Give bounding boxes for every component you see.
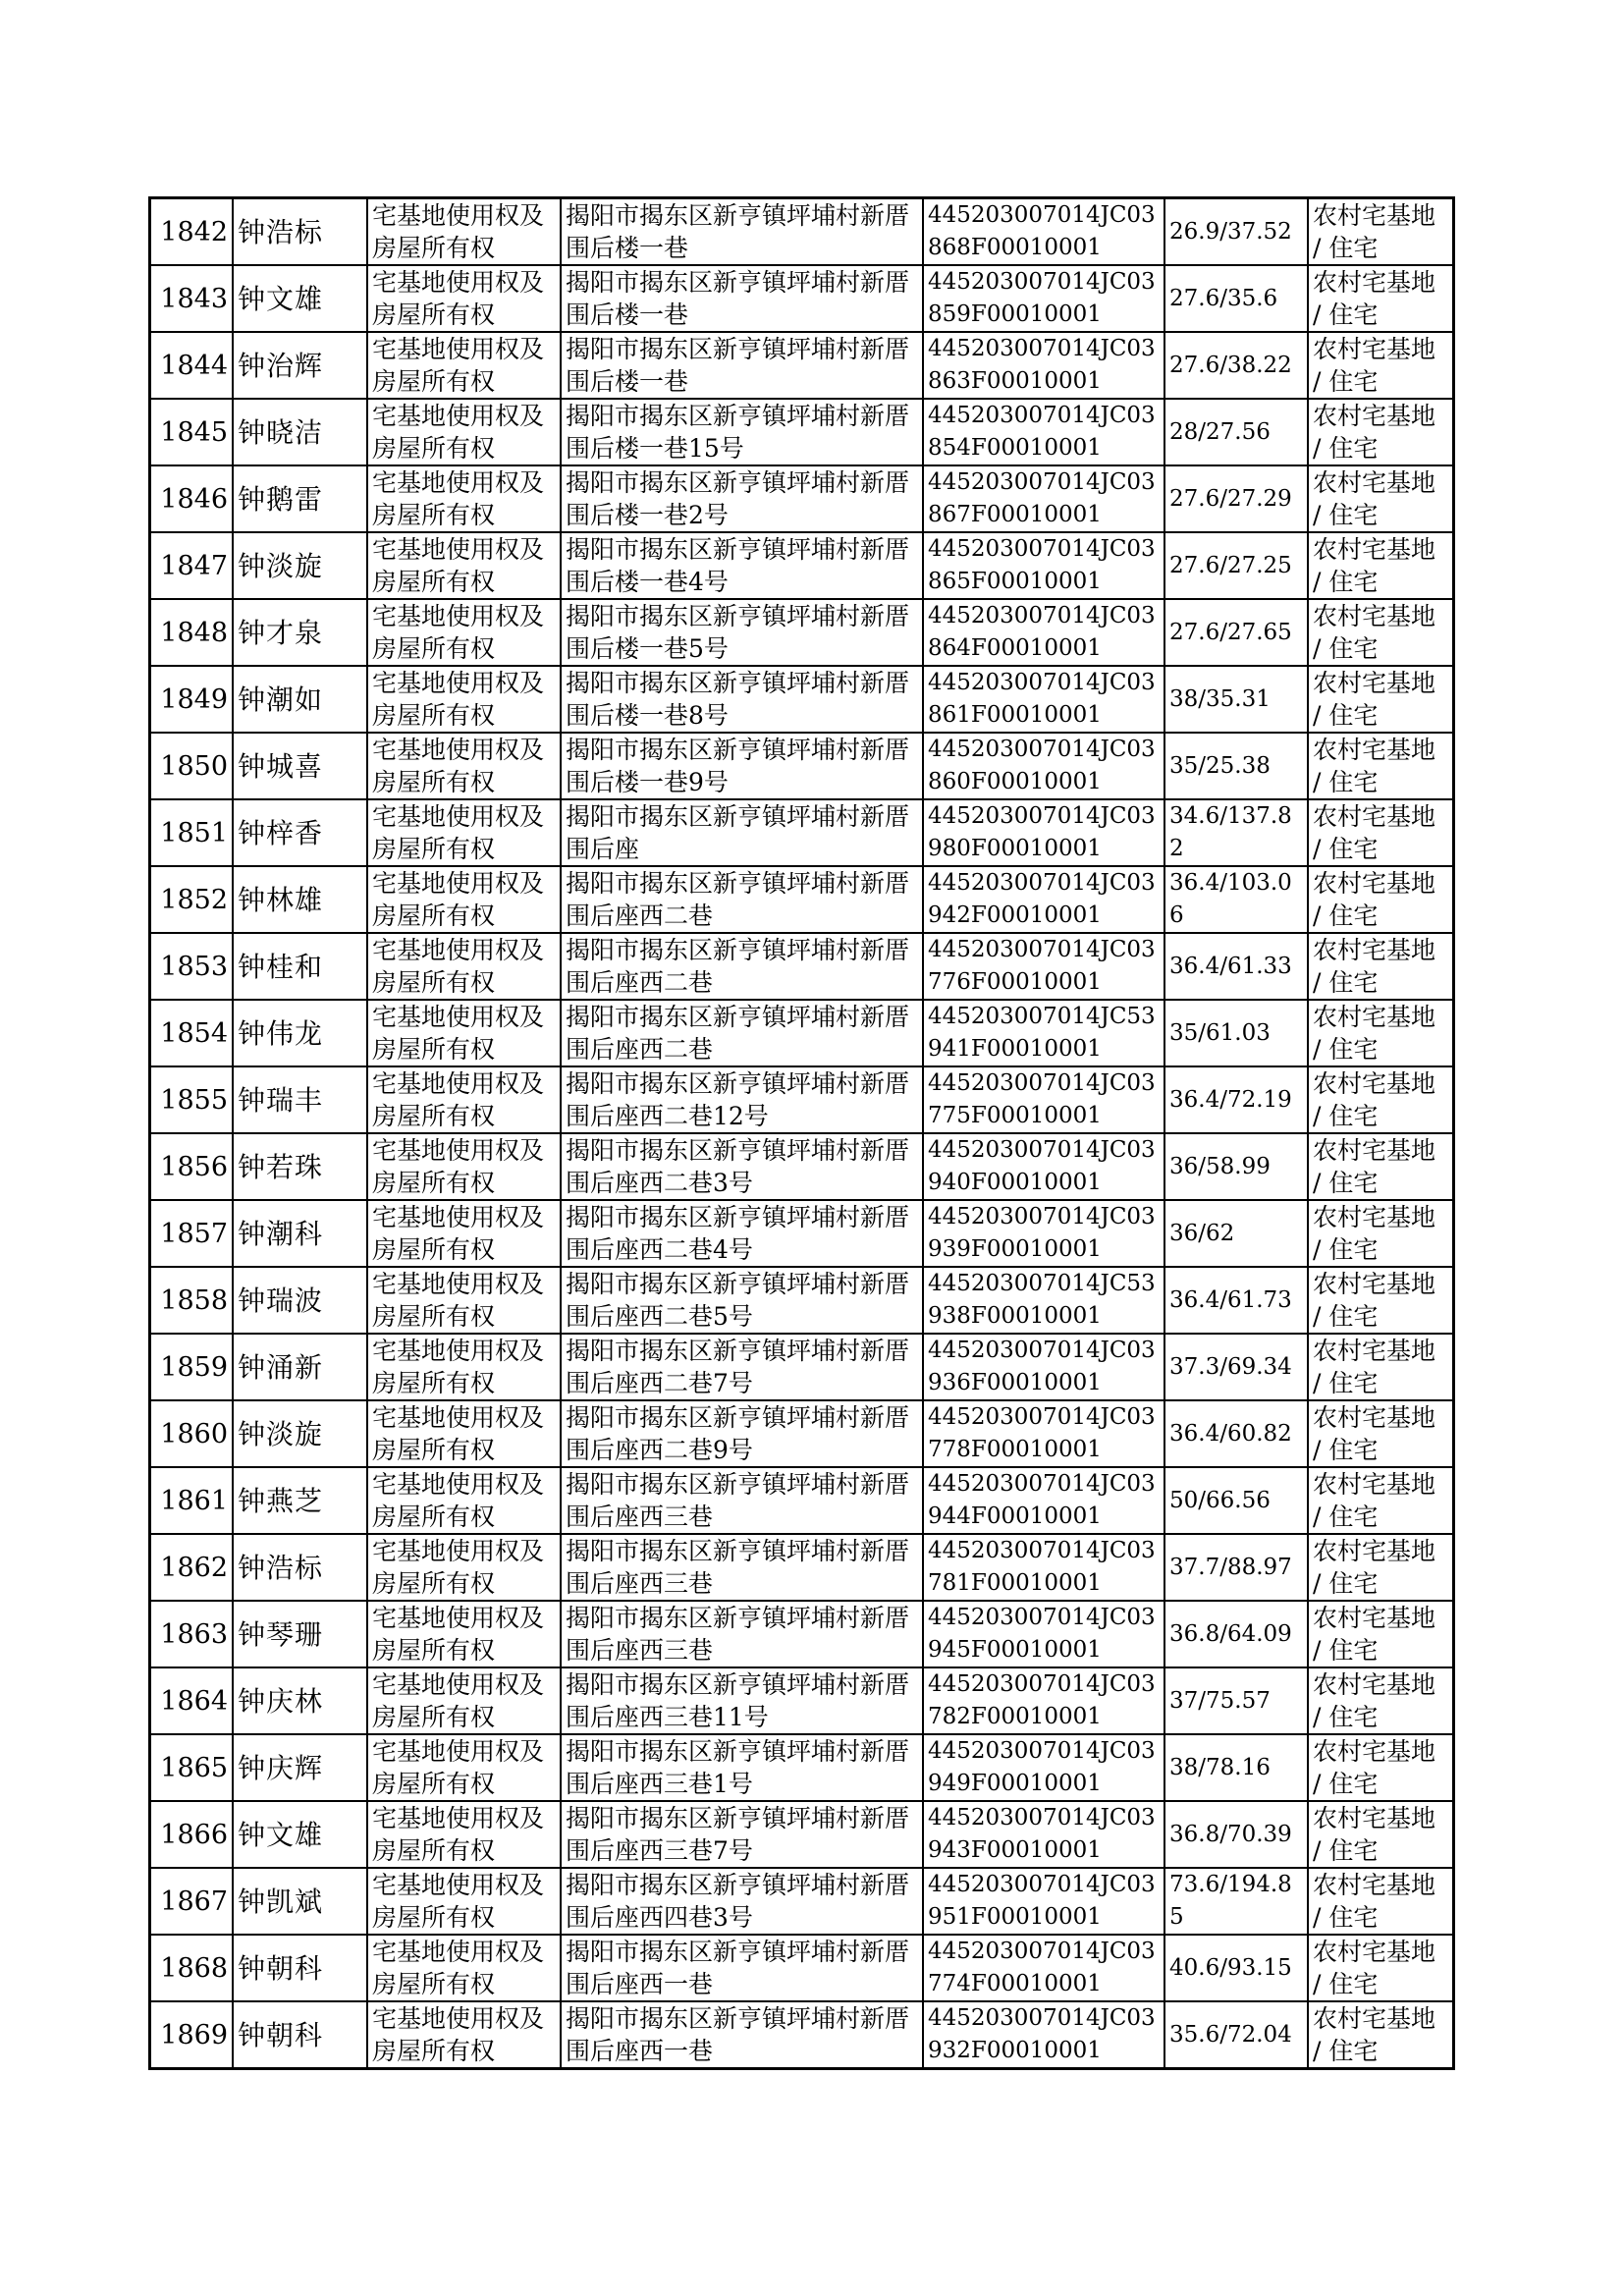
table-row (150, 933, 1454, 1000)
table-row (150, 399, 1454, 465)
row-area: 36.4/103.06 (1164, 866, 1308, 933)
row-unit-code: 445203007014JC03861F00010001 (923, 666, 1164, 733)
row-seq-number: 1859 (150, 1334, 234, 1400)
row-right-type: 宅基地使用权及房屋所有权 (367, 1200, 561, 1267)
table-row (150, 733, 1454, 799)
row-usage: 农村宅基地 / 住宅 (1308, 1601, 1454, 1667)
row-unit-code: 445203007014JC03943F00010001 (923, 1801, 1164, 1868)
row-area: 27.6/38.22 (1164, 332, 1308, 399)
row-unit-code: 445203007014JC03944F00010001 (923, 1467, 1164, 1534)
row-usage: 农村宅基地 / 住宅 (1308, 933, 1454, 1000)
row-area: 34.6/137.82 (1164, 799, 1308, 866)
table-row (150, 198, 1454, 266)
row-usage: 农村宅基地 / 住宅 (1308, 1935, 1454, 2001)
row-area: 40.6/93.15 (1164, 1935, 1308, 2001)
row-address: 揭阳市揭东区新亨镇坪埔村新厝围后楼一巷 (561, 265, 923, 332)
row-area: 50/66.56 (1164, 1467, 1308, 1534)
row-seq-number: 1862 (150, 1534, 234, 1601)
row-address: 揭阳市揭东区新亨镇坪埔村新厝围后座西三巷 (561, 1534, 923, 1601)
row-area: 36.8/64.09 (1164, 1601, 1308, 1667)
row-area: 37.7/88.97 (1164, 1534, 1308, 1601)
row-address: 揭阳市揭东区新亨镇坪埔村新厝围后座西三巷 (561, 1601, 923, 1667)
row-address: 揭阳市揭东区新亨镇坪埔村新厝围后座西二巷3号 (561, 1133, 923, 1200)
row-address: 揭阳市揭东区新亨镇坪埔村新厝围后座西二巷4号 (561, 1200, 923, 1267)
row-usage: 农村宅基地 / 住宅 (1308, 332, 1454, 399)
row-address: 揭阳市揭东区新亨镇坪埔村新厝围后楼一巷9号 (561, 733, 923, 799)
row-unit-code: 445203007014JC03867F00010001 (923, 465, 1164, 532)
row-seq-number: 1858 (150, 1267, 234, 1334)
row-right-type: 宅基地使用权及房屋所有权 (367, 1467, 561, 1534)
row-owner-name: 钟浩标 (233, 198, 367, 266)
table-row (150, 265, 1454, 332)
row-usage: 农村宅基地 / 住宅 (1308, 1734, 1454, 1801)
row-usage: 农村宅基地 / 住宅 (1308, 1000, 1454, 1066)
row-unit-code: 445203007014JC03980F00010001 (923, 799, 1164, 866)
row-seq-number: 1853 (150, 933, 234, 1000)
row-owner-name: 钟淡旋 (233, 532, 367, 599)
row-area: 73.6/194.85 (1164, 1868, 1308, 1935)
row-right-type: 宅基地使用权及房屋所有权 (367, 666, 561, 733)
row-owner-name: 钟林雄 (233, 866, 367, 933)
row-usage: 农村宅基地 / 住宅 (1308, 1267, 1454, 1334)
row-owner-name: 钟浩标 (233, 1534, 367, 1601)
row-address: 揭阳市揭东区新亨镇坪埔村新厝围后楼一巷2号 (561, 465, 923, 532)
row-address: 揭阳市揭东区新亨镇坪埔村新厝围后座西三巷7号 (561, 1801, 923, 1868)
row-right-type: 宅基地使用权及房屋所有权 (367, 1267, 561, 1334)
row-usage: 农村宅基地 / 住宅 (1308, 799, 1454, 866)
row-area: 27.6/27.29 (1164, 465, 1308, 532)
row-owner-name: 钟桂和 (233, 933, 367, 1000)
row-right-type: 宅基地使用权及房屋所有权 (367, 799, 561, 866)
row-area: 35/25.38 (1164, 733, 1308, 799)
row-unit-code: 445203007014JC53941F00010001 (923, 1000, 1164, 1066)
row-usage: 农村宅基地 / 住宅 (1308, 599, 1454, 666)
row-seq-number: 1851 (150, 799, 234, 866)
row-area: 36.4/61.33 (1164, 933, 1308, 1000)
row-right-type: 宅基地使用权及房屋所有权 (367, 465, 561, 532)
row-right-type: 宅基地使用权及房屋所有权 (367, 1868, 561, 1935)
row-usage: 农村宅基地 / 住宅 (1308, 1868, 1454, 1935)
table-row (150, 332, 1454, 399)
row-unit-code: 445203007014JC03863F00010001 (923, 332, 1164, 399)
row-unit-code: 445203007014JC03945F00010001 (923, 1601, 1164, 1667)
row-seq-number: 1861 (150, 1467, 234, 1534)
row-right-type: 宅基地使用权及房屋所有权 (367, 198, 561, 266)
table-row (150, 1400, 1454, 1467)
table-row (150, 532, 1454, 599)
table-row (150, 1200, 1454, 1267)
row-unit-code: 445203007014JC03942F00010001 (923, 866, 1164, 933)
row-unit-code: 445203007014JC03951F00010001 (923, 1868, 1164, 1935)
row-owner-name: 钟文雄 (233, 1801, 367, 1868)
row-area: 38/78.16 (1164, 1734, 1308, 1801)
records-table-body (150, 198, 1454, 2069)
row-seq-number: 1852 (150, 866, 234, 933)
row-usage: 农村宅基地 / 住宅 (1308, 666, 1454, 733)
row-area: 38/35.31 (1164, 666, 1308, 733)
row-usage: 农村宅基地 / 住宅 (1308, 1066, 1454, 1133)
row-unit-code: 445203007014JC03865F00010001 (923, 532, 1164, 599)
row-right-type: 宅基地使用权及房屋所有权 (367, 1066, 561, 1133)
row-seq-number: 1867 (150, 1868, 234, 1935)
row-right-type: 宅基地使用权及房屋所有权 (367, 1601, 561, 1667)
row-address: 揭阳市揭东区新亨镇坪埔村新厝围后座西二巷 (561, 866, 923, 933)
row-seq-number: 1847 (150, 532, 234, 599)
row-seq-number: 1860 (150, 1400, 234, 1467)
row-area: 26.9/37.52 (1164, 198, 1308, 266)
row-owner-name: 钟庆辉 (233, 1734, 367, 1801)
row-usage: 农村宅基地 / 住宅 (1308, 1667, 1454, 1734)
row-right-type: 宅基地使用权及房屋所有权 (367, 1734, 561, 1801)
row-owner-name: 钟晓洁 (233, 399, 367, 465)
table-row (150, 666, 1454, 733)
row-seq-number: 1843 (150, 265, 234, 332)
row-owner-name: 钟治辉 (233, 332, 367, 399)
row-unit-code: 445203007014JC03864F00010001 (923, 599, 1164, 666)
row-area: 27.6/27.65 (1164, 599, 1308, 666)
row-address: 揭阳市揭东区新亨镇坪埔村新厝围后楼一巷 (561, 198, 923, 266)
table-row (150, 799, 1454, 866)
row-address: 揭阳市揭东区新亨镇坪埔村新厝围后座西二巷7号 (561, 1334, 923, 1400)
row-usage: 农村宅基地 / 住宅 (1308, 866, 1454, 933)
row-unit-code: 445203007014JC03859F00010001 (923, 265, 1164, 332)
table-row (150, 1133, 1454, 1200)
row-usage: 农村宅基地 / 住宅 (1308, 1133, 1454, 1200)
row-area: 37/75.57 (1164, 1667, 1308, 1734)
row-right-type: 宅基地使用权及房屋所有权 (367, 1334, 561, 1400)
row-seq-number: 1866 (150, 1801, 234, 1868)
table-row (150, 1066, 1454, 1133)
row-usage: 农村宅基地 / 住宅 (1308, 532, 1454, 599)
row-seq-number: 1855 (150, 1066, 234, 1133)
row-owner-name: 钟瑞丰 (233, 1066, 367, 1133)
row-unit-code: 445203007014JC03781F00010001 (923, 1534, 1164, 1601)
row-seq-number: 1845 (150, 399, 234, 465)
row-address: 揭阳市揭东区新亨镇坪埔村新厝围后座西一巷 (561, 2001, 923, 2069)
row-owner-name: 钟淡旋 (233, 1400, 367, 1467)
row-right-type: 宅基地使用权及房屋所有权 (367, 933, 561, 1000)
row-right-type: 宅基地使用权及房屋所有权 (367, 1000, 561, 1066)
row-seq-number: 1848 (150, 599, 234, 666)
table-row (150, 599, 1454, 666)
row-address: 揭阳市揭东区新亨镇坪埔村新厝围后楼一巷 (561, 332, 923, 399)
table-row (150, 1801, 1454, 1868)
table-row (150, 465, 1454, 532)
row-owner-name: 钟城喜 (233, 733, 367, 799)
row-usage: 农村宅基地 / 住宅 (1308, 465, 1454, 532)
table-row (150, 1734, 1454, 1801)
row-seq-number: 1854 (150, 1000, 234, 1066)
row-usage: 农村宅基地 / 住宅 (1308, 1801, 1454, 1868)
row-address: 揭阳市揭东区新亨镇坪埔村新厝围后座西二巷12号 (561, 1066, 923, 1133)
row-usage: 农村宅基地 / 住宅 (1308, 1200, 1454, 1267)
row-address: 揭阳市揭东区新亨镇坪埔村新厝围后座西三巷 (561, 1467, 923, 1534)
row-address: 揭阳市揭东区新亨镇坪埔村新厝围后座西二巷5号 (561, 1267, 923, 1334)
row-area: 35.6/72.04 (1164, 2001, 1308, 2069)
row-unit-code: 445203007014JC03774F00010001 (923, 1935, 1164, 2001)
table-row (150, 1534, 1454, 1601)
row-unit-code: 445203007014JC03782F00010001 (923, 1667, 1164, 1734)
table-row (150, 1601, 1454, 1667)
row-owner-name: 钟才泉 (233, 599, 367, 666)
row-owner-name: 钟燕芝 (233, 1467, 367, 1534)
row-right-type: 宅基地使用权及房屋所有权 (367, 265, 561, 332)
row-unit-code: 445203007014JC53938F00010001 (923, 1267, 1164, 1334)
row-right-type: 宅基地使用权及房屋所有权 (367, 532, 561, 599)
row-address: 揭阳市揭东区新亨镇坪埔村新厝围后座西三巷1号 (561, 1734, 923, 1801)
row-address: 揭阳市揭东区新亨镇坪埔村新厝围后楼一巷8号 (561, 666, 923, 733)
row-unit-code: 445203007014JC03939F00010001 (923, 1200, 1164, 1267)
row-area: 27.6/27.25 (1164, 532, 1308, 599)
row-unit-code: 445203007014JC03860F00010001 (923, 733, 1164, 799)
table-row (150, 866, 1454, 933)
row-area: 36.4/72.19 (1164, 1066, 1308, 1133)
row-address: 揭阳市揭东区新亨镇坪埔村新厝围后楼一巷5号 (561, 599, 923, 666)
row-right-type: 宅基地使用权及房屋所有权 (367, 1667, 561, 1734)
row-area: 36.4/61.73 (1164, 1267, 1308, 1334)
row-owner-name: 钟庆林 (233, 1667, 367, 1734)
table-row (150, 1000, 1454, 1066)
row-right-type: 宅基地使用权及房屋所有权 (367, 733, 561, 799)
row-right-type: 宅基地使用权及房屋所有权 (367, 599, 561, 666)
row-area: 35/61.03 (1164, 1000, 1308, 1066)
row-area: 36/62 (1164, 1200, 1308, 1267)
row-seq-number: 1850 (150, 733, 234, 799)
row-usage: 农村宅基地 / 住宅 (1308, 1534, 1454, 1601)
row-unit-code: 445203007014JC03854F00010001 (923, 399, 1164, 465)
row-owner-name: 钟凯斌 (233, 1868, 367, 1935)
row-seq-number: 1842 (150, 198, 234, 266)
row-owner-name: 钟朝科 (233, 2001, 367, 2069)
row-area: 37.3/69.34 (1164, 1334, 1308, 1400)
table-row (150, 1467, 1454, 1534)
row-right-type: 宅基地使用权及房屋所有权 (367, 1133, 561, 1200)
row-address: 揭阳市揭东区新亨镇坪埔村新厝围后楼一巷4号 (561, 532, 923, 599)
row-address: 揭阳市揭东区新亨镇坪埔村新厝围后座西三巷11号 (561, 1667, 923, 1734)
row-right-type: 宅基地使用权及房屋所有权 (367, 1801, 561, 1868)
row-seq-number: 1865 (150, 1734, 234, 1801)
row-area: 36.4/60.82 (1164, 1400, 1308, 1467)
row-usage: 农村宅基地 / 住宅 (1308, 399, 1454, 465)
row-owner-name: 钟瑞波 (233, 1267, 367, 1334)
row-owner-name: 钟伟龙 (233, 1000, 367, 1066)
property-records-table (148, 196, 1455, 2070)
table-row (150, 1667, 1454, 1734)
row-seq-number: 1868 (150, 1935, 234, 2001)
row-usage: 农村宅基地 / 住宅 (1308, 198, 1454, 266)
row-usage: 农村宅基地 / 住宅 (1308, 265, 1454, 332)
row-area: 36/58.99 (1164, 1133, 1308, 1200)
row-seq-number: 1864 (150, 1667, 234, 1734)
row-right-type: 宅基地使用权及房屋所有权 (367, 1400, 561, 1467)
row-right-type: 宅基地使用权及房屋所有权 (367, 399, 561, 465)
row-address: 揭阳市揭东区新亨镇坪埔村新厝围后座西二巷 (561, 933, 923, 1000)
row-owner-name: 钟若珠 (233, 1133, 367, 1200)
row-area: 27.6/35.6 (1164, 265, 1308, 332)
table-row (150, 1267, 1454, 1334)
row-usage: 农村宅基地 / 住宅 (1308, 2001, 1454, 2069)
row-right-type: 宅基地使用权及房屋所有权 (367, 1534, 561, 1601)
row-unit-code: 445203007014JC03932F00010001 (923, 2001, 1164, 2069)
row-seq-number: 1863 (150, 1601, 234, 1667)
row-owner-name: 钟鹅雷 (233, 465, 367, 532)
row-right-type: 宅基地使用权及房屋所有权 (367, 332, 561, 399)
row-unit-code: 445203007014JC03778F00010001 (923, 1400, 1164, 1467)
row-area: 28/27.56 (1164, 399, 1308, 465)
row-unit-code: 445203007014JC03936F00010001 (923, 1334, 1164, 1400)
row-seq-number: 1846 (150, 465, 234, 532)
row-owner-name: 钟涌新 (233, 1334, 367, 1400)
row-seq-number: 1857 (150, 1200, 234, 1267)
row-right-type: 宅基地使用权及房屋所有权 (367, 1935, 561, 2001)
row-unit-code: 445203007014JC03868F00010001 (923, 198, 1164, 266)
row-address: 揭阳市揭东区新亨镇坪埔村新厝围后楼一巷15号 (561, 399, 923, 465)
table-row (150, 1935, 1454, 2001)
row-seq-number: 1869 (150, 2001, 234, 2069)
row-owner-name: 钟朝科 (233, 1935, 367, 2001)
row-right-type: 宅基地使用权及房屋所有权 (367, 2001, 561, 2069)
table-row (150, 2001, 1454, 2069)
row-seq-number: 1844 (150, 332, 234, 399)
row-owner-name: 钟潮如 (233, 666, 367, 733)
row-usage: 农村宅基地 / 住宅 (1308, 1467, 1454, 1534)
row-right-type: 宅基地使用权及房屋所有权 (367, 866, 561, 933)
row-owner-name: 钟文雄 (233, 265, 367, 332)
row-unit-code: 445203007014JC03949F00010001 (923, 1734, 1164, 1801)
row-usage: 农村宅基地 / 住宅 (1308, 1334, 1454, 1400)
row-unit-code: 445203007014JC03776F00010001 (923, 933, 1164, 1000)
row-address: 揭阳市揭东区新亨镇坪埔村新厝围后座西二巷 (561, 1000, 923, 1066)
row-owner-name: 钟琴珊 (233, 1601, 367, 1667)
row-usage: 农村宅基地 / 住宅 (1308, 1400, 1454, 1467)
row-seq-number: 1849 (150, 666, 234, 733)
row-seq-number: 1856 (150, 1133, 234, 1200)
row-usage: 农村宅基地 / 住宅 (1308, 733, 1454, 799)
row-unit-code: 445203007014JC03775F00010001 (923, 1066, 1164, 1133)
row-address: 揭阳市揭东区新亨镇坪埔村新厝围后座 (561, 799, 923, 866)
row-area: 36.8/70.39 (1164, 1801, 1308, 1868)
table-row (150, 1334, 1454, 1400)
row-unit-code: 445203007014JC03940F00010001 (923, 1133, 1164, 1200)
row-address: 揭阳市揭东区新亨镇坪埔村新厝围后座西一巷 (561, 1935, 923, 2001)
row-address: 揭阳市揭东区新亨镇坪埔村新厝围后座西二巷9号 (561, 1400, 923, 1467)
table-row (150, 1868, 1454, 1935)
row-address: 揭阳市揭东区新亨镇坪埔村新厝围后座西四巷3号 (561, 1868, 923, 1935)
row-owner-name: 钟梓香 (233, 799, 367, 866)
row-owner-name: 钟潮科 (233, 1200, 367, 1267)
